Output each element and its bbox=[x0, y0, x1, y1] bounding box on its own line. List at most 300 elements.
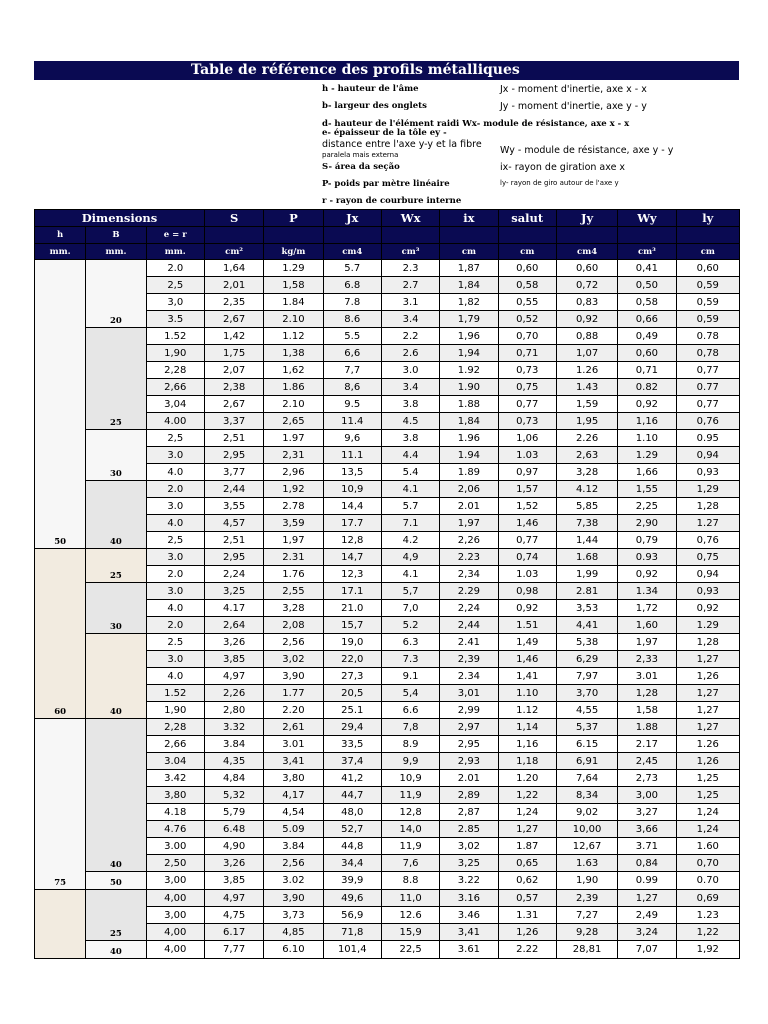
table-cell: 1.88 bbox=[618, 719, 676, 736]
table-cell: 0,41 bbox=[618, 260, 676, 277]
table-cell: 4.12 bbox=[556, 481, 617, 498]
b-group-cell: 50 bbox=[86, 872, 146, 890]
header-wx: Wx bbox=[381, 210, 439, 227]
table-cell: 6,29 bbox=[556, 651, 617, 668]
table-cell: 2,39 bbox=[440, 651, 498, 668]
table-cell: 4,00 bbox=[146, 941, 204, 959]
table-cell: 4,00 bbox=[146, 890, 204, 907]
table-cell: 1.03 bbox=[498, 566, 556, 583]
table-cell: 3,85 bbox=[204, 872, 263, 890]
table-cell: 2.29 bbox=[440, 583, 498, 600]
table-cell: 6,91 bbox=[556, 753, 617, 770]
table-cell: 1.26 bbox=[556, 362, 617, 379]
unit-jx: cm4 bbox=[323, 244, 381, 260]
table-cell: 1,90 bbox=[556, 872, 617, 890]
table-cell: 0,49 bbox=[618, 328, 676, 345]
header-jx: Jx bbox=[323, 210, 381, 227]
table-cell: 2.78 bbox=[264, 498, 323, 515]
table-cell: 1,26 bbox=[676, 753, 739, 770]
table-cell: 2.3 bbox=[381, 260, 439, 277]
table-cell: 4,97 bbox=[204, 668, 263, 685]
table-cell: 1,06 bbox=[498, 430, 556, 447]
table-cell: 4,9 bbox=[381, 549, 439, 566]
table-cell: 0,57 bbox=[498, 890, 556, 907]
table-cell: 2,95 bbox=[440, 736, 498, 753]
table-cell: 1,84 bbox=[440, 277, 498, 294]
table-cell: 5,79 bbox=[204, 804, 263, 821]
table-cell: 19,0 bbox=[323, 634, 381, 651]
table-cell: 1,84 bbox=[440, 413, 498, 430]
table-cell: 11.4 bbox=[323, 413, 381, 430]
table-cell: 1.12 bbox=[264, 328, 323, 345]
legend-d: d- hauteur de l'élément raidi Wx- module de résistance, axe x - x bbox=[322, 119, 630, 129]
table-cell: 1,58 bbox=[618, 702, 676, 719]
table-cell: 1.03 bbox=[498, 447, 556, 464]
table-cell: 3,90 bbox=[264, 890, 323, 907]
unit-wy: cm³ bbox=[618, 244, 676, 260]
table-cell: 2.10 bbox=[264, 396, 323, 413]
table-cell: 0,77 bbox=[498, 532, 556, 549]
header-e: e = r bbox=[146, 227, 204, 244]
h-group-cell bbox=[35, 890, 86, 959]
table-cell: 3,90 bbox=[264, 668, 323, 685]
table-cell: 0,74 bbox=[498, 549, 556, 566]
table-cell: 4.00 bbox=[146, 413, 204, 430]
table-cell: 1,27 bbox=[618, 890, 676, 907]
legend-h: h - hauteur de l'âme bbox=[322, 84, 419, 94]
table-cell: 1,72 bbox=[618, 600, 676, 617]
table-cell: 2,24 bbox=[204, 566, 263, 583]
table-cell: 1,25 bbox=[676, 770, 739, 787]
table-cell: 37,4 bbox=[323, 753, 381, 770]
table-cell: 4,97 bbox=[204, 890, 263, 907]
b-group-cell: 40 bbox=[86, 481, 146, 549]
table-cell: 3,80 bbox=[146, 787, 204, 804]
table-cell: 2.22 bbox=[498, 941, 556, 959]
table-cell: 9,02 bbox=[556, 804, 617, 821]
header-ix: ix bbox=[440, 210, 498, 227]
table-cell: 15,7 bbox=[323, 617, 381, 634]
table-cell: 1.20 bbox=[498, 770, 556, 787]
table-cell: 2,45 bbox=[618, 753, 676, 770]
table-cell: 5.4 bbox=[381, 464, 439, 481]
table-cell: 4,85 bbox=[264, 924, 323, 941]
table-cell: 6.3 bbox=[381, 634, 439, 651]
table-cell: 1.43 bbox=[556, 379, 617, 396]
table-cell: 4.0 bbox=[146, 668, 204, 685]
table-cell: 12,3 bbox=[323, 566, 381, 583]
table-cell: 3,73 bbox=[264, 907, 323, 924]
table-cell: 1,38 bbox=[264, 345, 323, 362]
table-cell: 2.01 bbox=[440, 498, 498, 515]
table-cell: 44,7 bbox=[323, 787, 381, 804]
table-cell: 3.84 bbox=[264, 838, 323, 855]
table-cell: 4,54 bbox=[264, 804, 323, 821]
table-cell: 1,57 bbox=[498, 481, 556, 498]
legend-r: r - rayon de courbure interne bbox=[322, 196, 462, 206]
table-cell: 4,00 bbox=[146, 924, 204, 941]
table-cell: 0,92 bbox=[556, 311, 617, 328]
table-cell: 3,59 bbox=[264, 515, 323, 532]
table-cell: 2,67 bbox=[204, 311, 263, 328]
table-cell: 1,27 bbox=[676, 702, 739, 719]
table-cell: 4,55 bbox=[556, 702, 617, 719]
table-cell: 3.61 bbox=[440, 941, 498, 959]
table-cell: 2.2 bbox=[381, 328, 439, 345]
table-cell: 3.1 bbox=[381, 294, 439, 311]
table-cell: 2.34 bbox=[440, 668, 498, 685]
table-cell: 71,8 bbox=[323, 924, 381, 941]
table-cell: 1,46 bbox=[498, 651, 556, 668]
table-cell: 3.4 bbox=[381, 311, 439, 328]
table-cell: 1,60 bbox=[618, 617, 676, 634]
table-row bbox=[35, 634, 740, 651]
table-row bbox=[35, 872, 740, 890]
table-cell: 11,9 bbox=[381, 838, 439, 855]
table-row bbox=[35, 890, 740, 907]
table-cell: 8.9 bbox=[381, 736, 439, 753]
table-cell: 0.77 bbox=[676, 379, 739, 396]
table-cell: 4.0 bbox=[146, 600, 204, 617]
legend-p: P- poids par mètre linéaire bbox=[322, 179, 450, 189]
table-cell: 0,75 bbox=[676, 549, 739, 566]
table-cell: 1,26 bbox=[498, 924, 556, 941]
table-cell: 2,95 bbox=[204, 549, 263, 566]
table-cell: 52,7 bbox=[323, 821, 381, 838]
table-cell: 3,55 bbox=[204, 498, 263, 515]
table-cell: 1,22 bbox=[498, 787, 556, 804]
table-cell: 1,94 bbox=[440, 345, 498, 362]
table-cell: 2,49 bbox=[618, 907, 676, 924]
table-cell: 1.63 bbox=[556, 855, 617, 872]
table-cell: 3.46 bbox=[440, 907, 498, 924]
table-cell: 2,90 bbox=[618, 515, 676, 532]
table-cell: 4,57 bbox=[204, 515, 263, 532]
unit-p: kg/m bbox=[264, 244, 323, 260]
h-group-cell: 60 bbox=[35, 549, 86, 719]
table-cell: 2,07 bbox=[204, 362, 263, 379]
table-cell: 1.29 bbox=[676, 617, 739, 634]
unit-wx: cm³ bbox=[381, 244, 439, 260]
table-cell: 3,80 bbox=[264, 770, 323, 787]
table-cell: 1,22 bbox=[676, 924, 739, 941]
table-cell: 0,92 bbox=[618, 566, 676, 583]
table-cell: 1.88 bbox=[440, 396, 498, 413]
header-jy: Jy bbox=[556, 210, 617, 227]
table-cell: 1,82 bbox=[440, 294, 498, 311]
table-cell: 5,32 bbox=[204, 787, 263, 804]
table-cell: 7,7 bbox=[323, 362, 381, 379]
table-cell: 5.7 bbox=[323, 260, 381, 277]
table-cell: 3.0 bbox=[146, 549, 204, 566]
page-title-bar bbox=[34, 61, 739, 80]
table-cell: 48,0 bbox=[323, 804, 381, 821]
table-cell: 2,26 bbox=[440, 532, 498, 549]
table-cell: 4,75 bbox=[204, 907, 263, 924]
table-cell: 0,60 bbox=[498, 260, 556, 277]
table-cell: 9,28 bbox=[556, 924, 617, 941]
table-cell: 1,96 bbox=[440, 328, 498, 345]
table-cell: 1,28 bbox=[676, 634, 739, 651]
table-cell: 13,5 bbox=[323, 464, 381, 481]
table-cell: 2,66 bbox=[146, 379, 204, 396]
table-cell: 1.10 bbox=[498, 685, 556, 702]
table-cell: 3,41 bbox=[264, 753, 323, 770]
table-cell: 3.8 bbox=[381, 430, 439, 447]
table-cell: 1,14 bbox=[498, 719, 556, 736]
table-cell: 1,28 bbox=[618, 685, 676, 702]
table-cell: 5,4 bbox=[381, 685, 439, 702]
table-cell: 1,90 bbox=[146, 702, 204, 719]
unit-h: mm. bbox=[35, 244, 86, 260]
table-cell: 3.42 bbox=[146, 770, 204, 787]
legend-jy: Jy - moment d'inertie, axe y - y bbox=[500, 101, 647, 112]
unit-e: mm. bbox=[146, 244, 204, 260]
table-cell: 4,84 bbox=[204, 770, 263, 787]
table-cell: 1.77 bbox=[264, 685, 323, 702]
table-cell: 14,0 bbox=[381, 821, 439, 838]
header-h: h bbox=[35, 227, 86, 244]
table-cell: 49,6 bbox=[323, 890, 381, 907]
table-cell: 5.5 bbox=[323, 328, 381, 345]
table-cell: 2,5 bbox=[146, 430, 204, 447]
table-cell: 1.52 bbox=[146, 685, 204, 702]
table-cell: 12,8 bbox=[323, 532, 381, 549]
b-group-cell: 25 bbox=[86, 549, 146, 583]
table-cell: 11,0 bbox=[381, 890, 439, 907]
table-cell: 28,81 bbox=[556, 941, 617, 959]
table-cell: 0,66 bbox=[618, 311, 676, 328]
table-cell: 2,64 bbox=[204, 617, 263, 634]
table-cell: 4,90 bbox=[204, 838, 263, 855]
table-cell: 5,85 bbox=[556, 498, 617, 515]
legend-wy: Wy - module de résistance, axe y - y bbox=[500, 145, 674, 156]
h-group-cell: 50 bbox=[35, 260, 86, 549]
table-cell: 1,90 bbox=[146, 345, 204, 362]
table-cell: 15,9 bbox=[381, 924, 439, 941]
table-cell: 10,9 bbox=[323, 481, 381, 498]
table-cell: 3.00 bbox=[146, 838, 204, 855]
b-group-cell: 40 bbox=[86, 941, 146, 959]
table-cell: 1,27 bbox=[498, 821, 556, 838]
table-row bbox=[35, 260, 740, 277]
table-cell: 2.01 bbox=[440, 770, 498, 787]
table-cell: 2,93 bbox=[440, 753, 498, 770]
table-cell: 1,58 bbox=[264, 277, 323, 294]
b-group-cell: 25 bbox=[86, 890, 146, 941]
table-cell: 12,8 bbox=[381, 804, 439, 821]
table-cell: 2,73 bbox=[618, 770, 676, 787]
table-cell: 12.6 bbox=[381, 907, 439, 924]
table-row bbox=[35, 719, 740, 736]
table-cell: 56,9 bbox=[323, 907, 381, 924]
header-salut: salut bbox=[498, 210, 556, 227]
header-row-sub bbox=[35, 227, 740, 244]
table-cell: 6,6 bbox=[323, 345, 381, 362]
table-cell: 6.6 bbox=[381, 702, 439, 719]
table-cell: 1,95 bbox=[556, 413, 617, 430]
table-cell: 1,27 bbox=[676, 651, 739, 668]
table-cell: 2,89 bbox=[440, 787, 498, 804]
header-row-names bbox=[35, 210, 740, 227]
table-cell: 0,70 bbox=[676, 855, 739, 872]
table-row bbox=[35, 583, 740, 600]
table-cell: 0,58 bbox=[618, 294, 676, 311]
table-cell: 6.17 bbox=[204, 924, 263, 941]
table-cell: 0,76 bbox=[676, 413, 739, 430]
b-group-cell: 30 bbox=[86, 430, 146, 481]
table-cell: 1,52 bbox=[498, 498, 556, 515]
table-cell: 3.04 bbox=[146, 753, 204, 770]
table-cell: 7,97 bbox=[556, 668, 617, 685]
table-cell: 1,99 bbox=[556, 566, 617, 583]
table-cell: 1,16 bbox=[618, 413, 676, 430]
table-cell: 1,16 bbox=[498, 736, 556, 753]
table-cell: 2,95 bbox=[204, 447, 263, 464]
table-cell: 3,41 bbox=[440, 924, 498, 941]
table-cell: 12,67 bbox=[556, 838, 617, 855]
table-cell: 3.01 bbox=[618, 668, 676, 685]
table-cell: 3,85 bbox=[204, 651, 263, 668]
table-cell: 1,62 bbox=[264, 362, 323, 379]
table-cell: 2,26 bbox=[204, 685, 263, 702]
table-cell: 0,75 bbox=[498, 379, 556, 396]
table-cell: 22,5 bbox=[381, 941, 439, 959]
table-cell: 0,59 bbox=[676, 311, 739, 328]
table-cell: 3,26 bbox=[204, 855, 263, 872]
table-cell: 0,72 bbox=[556, 277, 617, 294]
table-row bbox=[35, 481, 740, 498]
table-cell: 3,70 bbox=[556, 685, 617, 702]
table-cell: 3,28 bbox=[556, 464, 617, 481]
table-cell: 0,77 bbox=[676, 396, 739, 413]
table-cell: 0,73 bbox=[498, 413, 556, 430]
table-cell: 1.26 bbox=[676, 736, 739, 753]
table-cell: 1.76 bbox=[264, 566, 323, 583]
table-cell: 9.5 bbox=[323, 396, 381, 413]
table-cell: 3.8 bbox=[381, 396, 439, 413]
table-cell: 0,59 bbox=[676, 294, 739, 311]
table-cell: 0,77 bbox=[498, 396, 556, 413]
header-p: P bbox=[264, 210, 323, 227]
table-cell: 3,00 bbox=[146, 872, 204, 890]
table-cell: 1,75 bbox=[204, 345, 263, 362]
table-cell: 3,0 bbox=[146, 294, 204, 311]
table-cell: 0,69 bbox=[676, 890, 739, 907]
unit-s: cm² bbox=[204, 244, 263, 260]
table-cell: 2.0 bbox=[146, 566, 204, 583]
table-cell: 0,52 bbox=[498, 311, 556, 328]
table-cell: 2,31 bbox=[264, 447, 323, 464]
table-cell: 7,6 bbox=[381, 855, 439, 872]
table-cell: 0,94 bbox=[676, 566, 739, 583]
table-cell: 2.23 bbox=[440, 549, 498, 566]
table-cell: 8,34 bbox=[556, 787, 617, 804]
table-cell: 7.8 bbox=[323, 294, 381, 311]
table-cell: 1,28 bbox=[676, 498, 739, 515]
table-cell: 4,41 bbox=[556, 617, 617, 634]
table-cell: 4.18 bbox=[146, 804, 204, 821]
table-cell: 2,67 bbox=[204, 396, 263, 413]
table-cell: 3.0 bbox=[146, 447, 204, 464]
table-cell: 4.1 bbox=[381, 566, 439, 583]
table-cell: 7,0 bbox=[381, 600, 439, 617]
page-title: Table de référence des profils métalliques bbox=[191, 62, 520, 78]
table-cell: 8,6 bbox=[323, 379, 381, 396]
table-cell: 0,97 bbox=[498, 464, 556, 481]
table-cell: 7,64 bbox=[556, 770, 617, 787]
table-cell: 2,44 bbox=[440, 617, 498, 634]
table-cell: 0,84 bbox=[618, 855, 676, 872]
legend-ix: ix- rayon de giration axe x bbox=[500, 162, 626, 173]
table-cell: 0.82 bbox=[618, 379, 676, 396]
header-wy: Wy bbox=[618, 210, 676, 227]
table-cell: 2,56 bbox=[264, 855, 323, 872]
table-cell: 2,38 bbox=[204, 379, 263, 396]
table-cell: 0,94 bbox=[676, 447, 739, 464]
table-cell: 1,27 bbox=[676, 719, 739, 736]
profiles-table bbox=[34, 209, 740, 959]
table-cell: 0,76 bbox=[676, 532, 739, 549]
table-cell: 27,3 bbox=[323, 668, 381, 685]
table-cell: 29,4 bbox=[323, 719, 381, 736]
table-cell: 1,24 bbox=[676, 804, 739, 821]
table-cell: 1.29 bbox=[618, 447, 676, 464]
table-cell: 4.4 bbox=[381, 447, 439, 464]
table-cell: 2.17 bbox=[618, 736, 676, 753]
table-cell: 0,70 bbox=[498, 328, 556, 345]
table-cell: 1.86 bbox=[264, 379, 323, 396]
table-cell: 2,5 bbox=[146, 532, 204, 549]
table-cell: 4.5 bbox=[381, 413, 439, 430]
table-cell: 20,5 bbox=[323, 685, 381, 702]
table-cell: 0,71 bbox=[618, 362, 676, 379]
table-cell: 34,4 bbox=[323, 855, 381, 872]
table-cell: 0,62 bbox=[498, 872, 556, 890]
table-cell: 5.09 bbox=[264, 821, 323, 838]
table-cell: 2,61 bbox=[264, 719, 323, 736]
table-cell: 7,27 bbox=[556, 907, 617, 924]
table-cell: 3,25 bbox=[440, 855, 498, 872]
table-cell: 1,97 bbox=[440, 515, 498, 532]
table-cell: 2,08 bbox=[264, 617, 323, 634]
table-cell: 22,0 bbox=[323, 651, 381, 668]
table-cell: 0,79 bbox=[618, 532, 676, 549]
table-cell: 1.27 bbox=[676, 515, 739, 532]
table-cell: 1,55 bbox=[618, 481, 676, 498]
table-cell: 0.95 bbox=[676, 430, 739, 447]
table-cell: 0.93 bbox=[618, 549, 676, 566]
table-cell: 10,00 bbox=[556, 821, 617, 838]
table-cell: 33,5 bbox=[323, 736, 381, 753]
table-cell: 5.2 bbox=[381, 617, 439, 634]
table-cell: 1,26 bbox=[676, 668, 739, 685]
table-cell: 0,65 bbox=[498, 855, 556, 872]
table-cell: 1.31 bbox=[498, 907, 556, 924]
table-cell: 2,65 bbox=[264, 413, 323, 430]
table-cell: 2.81 bbox=[556, 583, 617, 600]
legend-b: b- largeur des onglets bbox=[322, 101, 427, 111]
table-cell: 3,37 bbox=[204, 413, 263, 430]
table-cell: 0,60 bbox=[676, 260, 739, 277]
table-cell: 7.3 bbox=[381, 651, 439, 668]
header-dimensions: Dimensions bbox=[35, 210, 205, 227]
table-cell: 3,25 bbox=[204, 583, 263, 600]
table-cell: 41,2 bbox=[323, 770, 381, 787]
table-cell: 3.22 bbox=[440, 872, 498, 890]
table-cell: 0,92 bbox=[498, 600, 556, 617]
table-cell: 17.7 bbox=[323, 515, 381, 532]
